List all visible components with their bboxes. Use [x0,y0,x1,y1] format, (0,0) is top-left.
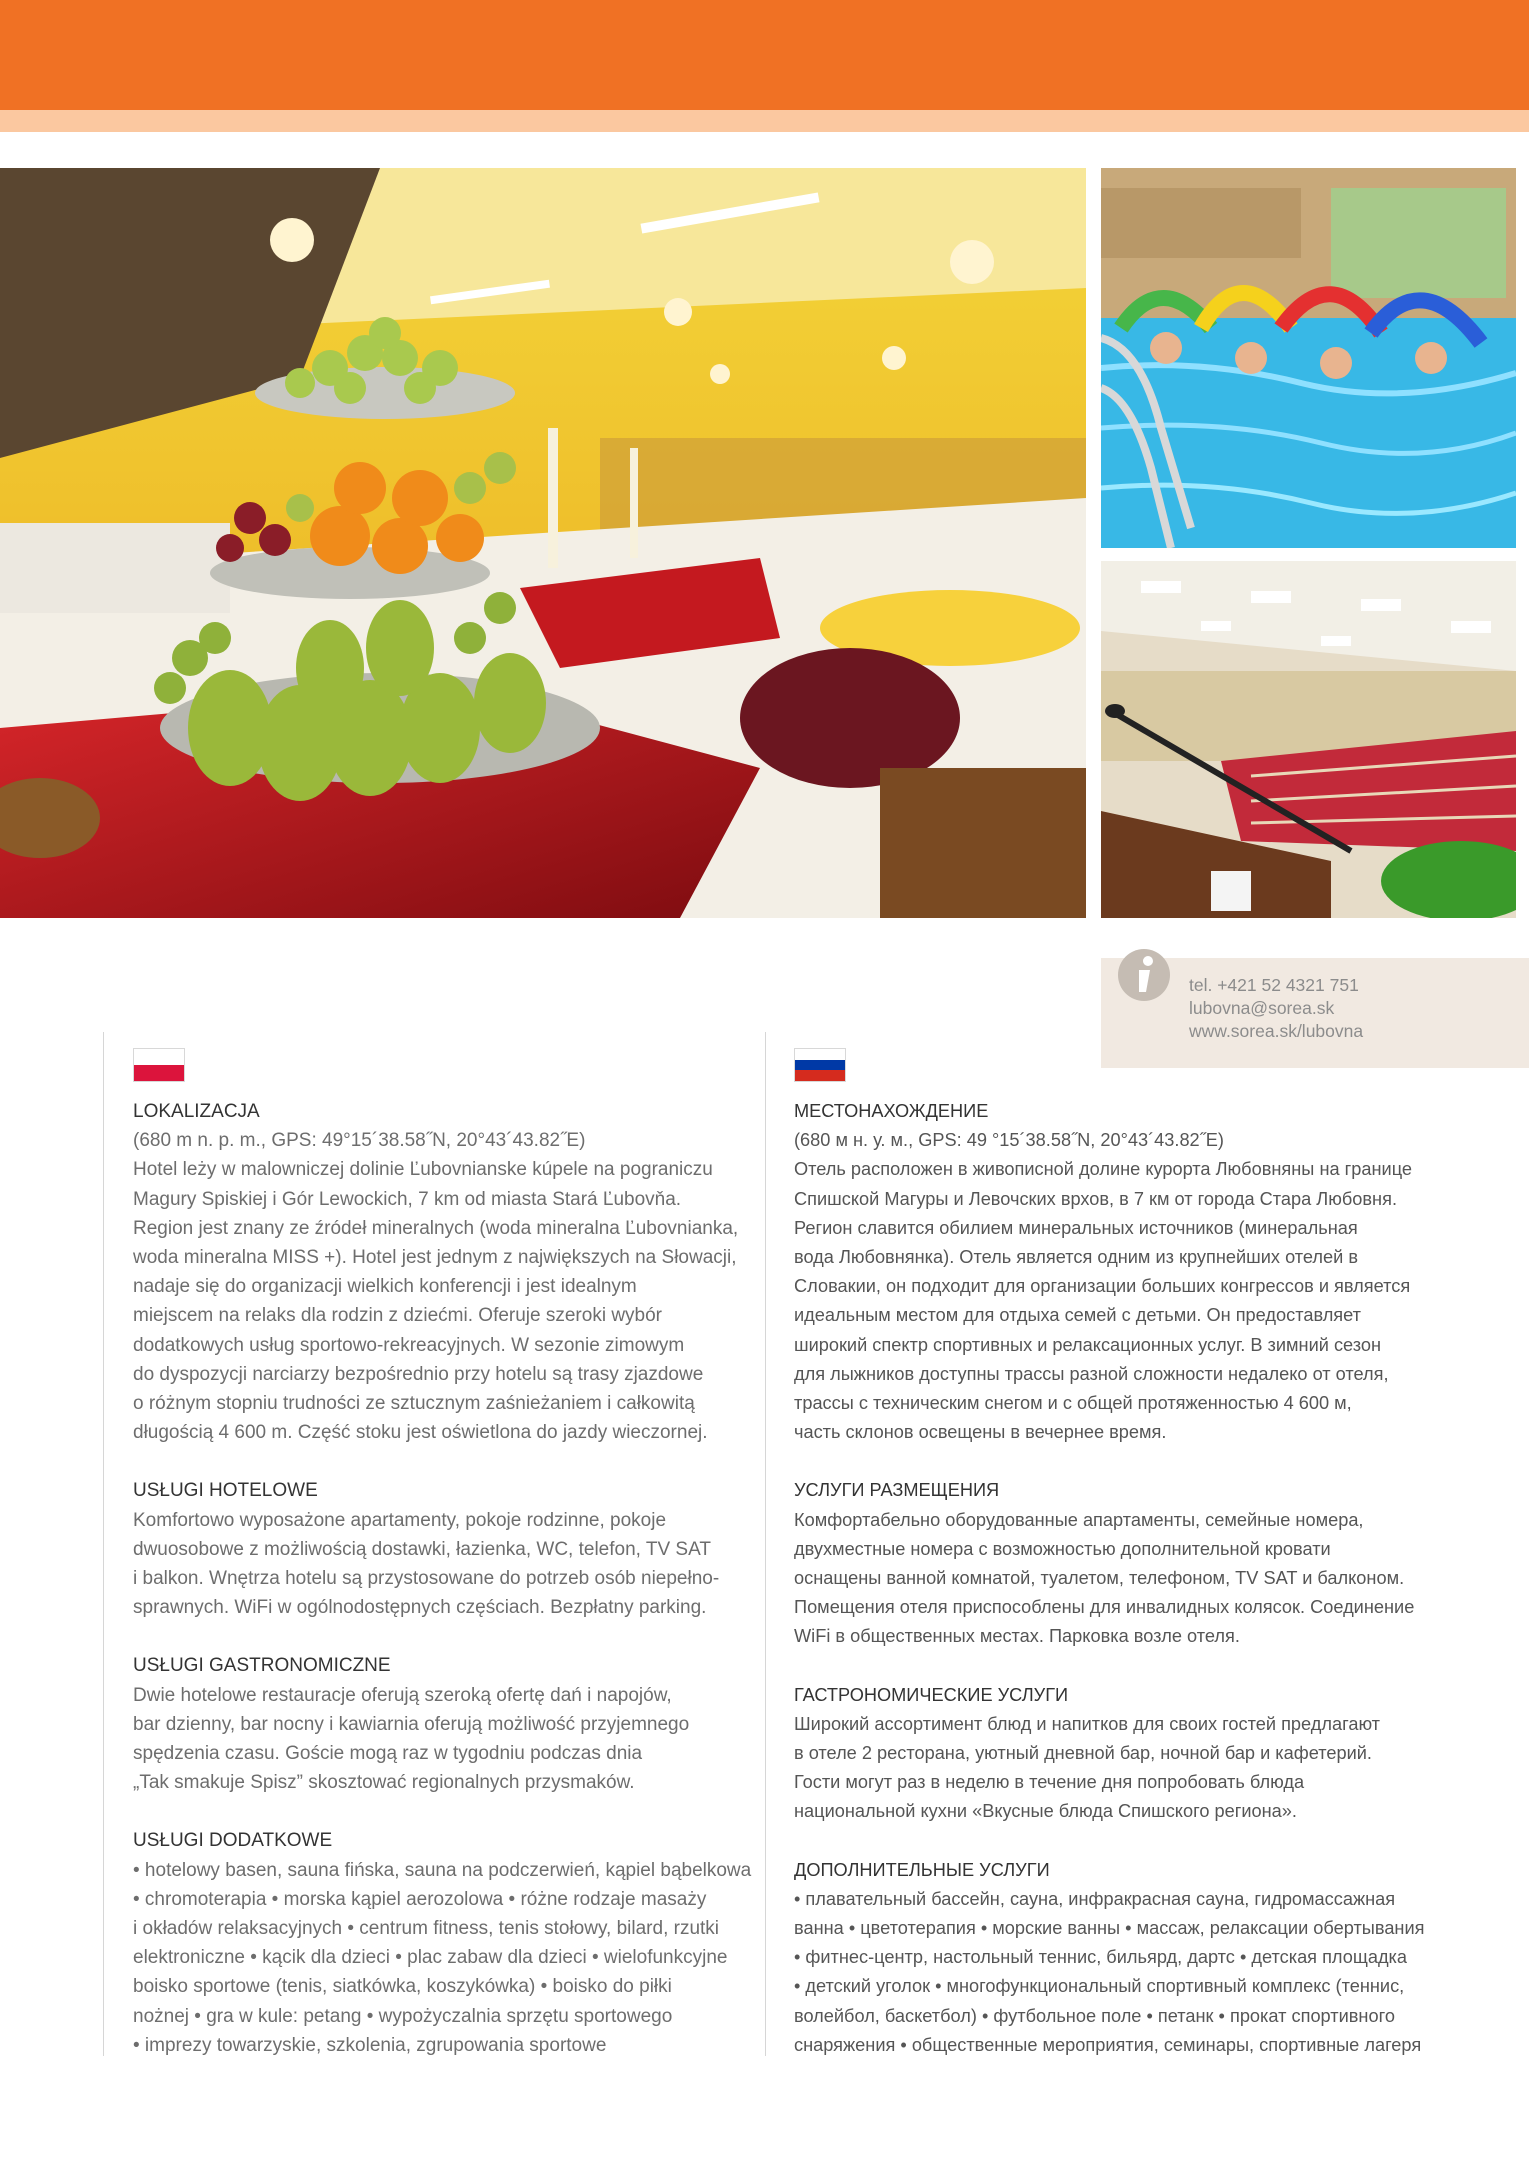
polish-text-line: do dyspozycji narciarzy bezpośrednio przy hotelu są trasy zjazdowe [133,1363,704,1385]
contact-phone[interactable]: tel. +421 52 4321 751 [1189,975,1359,995]
column-divider [765,1032,766,2056]
russian-flag-white [795,1049,845,1060]
russian-section-heading: УСЛУГИ РАЗМЕЩЕНИЯ [794,1480,1000,1501]
conference-hall-photo [1101,561,1516,918]
polish-text-line: sprawnych. WiFi w ogólnodostępnych częściach. Bezpłatny parking. [133,1597,707,1619]
contact-website[interactable]: www.sorea.sk/lubovna [1189,1021,1364,1041]
russian-section [794,1476,1415,1651]
polish-section-body [133,1506,743,1623]
polish-text-line: (680 m n. p. m., GPS: 49°15´38.58˝N, 20°43´43.82˝E) [133,1130,586,1152]
polish-flag-red [134,1065,184,1081]
polish-section-heading: LOKALIZACJA [133,1101,260,1122]
russian-section-body [794,1126,1413,1447]
swimming-pool-photo [1101,168,1516,548]
contact-email[interactable]: lubovna@sorea.sk [1189,998,1335,1018]
polish-text-line: „Tak smakuje Spisz” skosztować regionalnych przysmaków. [133,1772,635,1794]
russian-text-line: (680 м н. у. м., GPS: 49 °15´38.58˝N, 20°43´43.82˝E) [794,1130,1224,1151]
polish-text-line: dwuosobowe z możliwością dostawki, łazienka, WC, telefon, TV SAT [133,1538,711,1560]
russian-text-line: оснащены ванной комнатой, туалетом, телефоном, TV SAT и балконом. [794,1568,1405,1589]
polish-text-line: Dwie hotelowe restauracje oferują szeroką ofertę dań i napojów, [133,1684,672,1706]
russian-flag-red [795,1070,845,1081]
russian-section [794,1856,1425,2060]
polish-text-line: i balkon. Wnętrza hotelu są przystosowane do potrzeb osób niepełno- [133,1568,720,1590]
info-icon [1117,948,1171,1002]
russian-text-line: двухместные номера с возможностью дополнительной кровати [794,1538,1331,1559]
russian-text-line: трассы с техническим снегом и с общей протяженностью 4 600 м, [794,1393,1352,1414]
polish-text-line: miejscem na relaks dla rodzin z dziećmi. Oferuje szeroki wybór [133,1305,663,1327]
russian-text-line: Помещения отеля приспособлены для инвалидных колясок. Соединение [794,1597,1415,1618]
russian-flag [794,1048,846,1082]
polish-section [133,1651,743,1797]
polish-text-line: • hotelowy basen, sauna fińska, sauna na podczerwień, kąpiel bąbelkowa [133,1859,752,1881]
russian-section [794,1097,1413,1447]
russian-text-line: Регион славится обилием минеральных источников (минеральная [794,1217,1358,1238]
polish-text-line: długością 4 600 m. Część stoku jest oświetlona do jazdy wieczornej. [133,1422,708,1444]
russian-text-line: снаряжения • общественные мероприятия, семинары, спортивные лагеря [794,2034,1422,2055]
polish-flag [133,1048,185,1082]
russian-text-line: идеальным местом для отдыха семей с детьми. Он предоставляет [794,1305,1361,1326]
restaurant-buffet-photo [0,168,1086,918]
russian-section-body [794,1710,1404,1827]
polish-section-body [133,1856,752,2060]
header-stripe [0,110,1529,132]
polish-text-line: nożnej • gra w kule: petang • wypożyczalnia sprzętu sportowego [133,2005,673,2027]
russian-text-line: WiFi в общественных местах. Парковка возле отеля. [794,1626,1240,1647]
polish-section [133,1097,743,1447]
polish-text-line: bar dzienny, bar nocny i kawiarnia oferują możliwość przyjemnego [133,1713,690,1735]
polish-section [133,1476,743,1622]
polish-text-line: i okładów relaksacyjnych • centrum fitness, tenis stołowy, bilard, rzutki [133,1918,720,1940]
russian-text-line: волейбол, баскетбол) • футбольное поле • петанк • прокат спортивного [794,2005,1395,2026]
russian-text-line: • фитнес-центр, настольный теннис, бильярд, дартс • детская площадка [794,1947,1408,1968]
russian-text-line: вода Любовнянка). Отель является одним из крупнейших отелей в [794,1247,1359,1268]
polish-section-heading: USŁUGI HOTELOWE [133,1480,318,1502]
contact-info-box [1101,958,1529,1068]
russian-section-body [794,1885,1425,2060]
russian-text-line: Широкий ассортимент блюд и напитков для своих гостей предлагают [794,1713,1381,1734]
polish-text-line: Region jest znany ze źródeł mineralnych (woda mineralna Ľubovnianka, [133,1217,739,1239]
polish-text-line: boisko sportowe (tenis, siatkówka, koszykówka) • boisko do piłki [133,1976,672,1998]
russian-text-line: в отеле 2 ресторана, уютный дневной бар, ночной бар и кафетерий. [794,1743,1372,1764]
russian-text-line: Спишской Магуры и Левочских врхов, в 7 км от города Стара Любовня. [794,1188,1397,1209]
polish-section-heading: USŁUGI DODATKOWE [133,1830,333,1852]
russian-text-line: Комфортабельно оборудованные апартаменты, семейные номера, [794,1509,1364,1530]
polish-flag-white [134,1049,184,1065]
polish-text-line: nadaje się do organizacji wielkich konferencji i jest idealnym [133,1276,637,1298]
polish-text-line: spędzenia czasu. Goście mogą raz w tygodniu podczas dnia [133,1743,643,1765]
polish-column [133,1097,752,2089]
polish-text-line: o różnym stopniu trudności ze sztucznym zaśnieżaniem i całkowitą [133,1393,695,1415]
russian-text-line: Гости могут раз в неделю в течение дня попробовать блюда [794,1772,1305,1793]
polish-text-line: elektroniczne • kącik dla dzieci • plac zabaw dla dzieci • wielofunkcyjne [133,1947,728,1969]
polish-text-line: woda mineralna MISS +). Hotel jest jednym z największych na Słowacji, [133,1247,737,1269]
russian-text-line: Отель расположен в живописной долине курорта Любовняны на границе [794,1159,1413,1180]
russian-text-line: ванна • цветотерапия • морские ванны • массаж, релаксации обертывания [794,1918,1425,1939]
russian-text-line: • плавательный бассейн, сауна, инфракрасная сауна, гидромассажная [794,1888,1396,1909]
polish-text-line: Magury Spiskiej i Gór Lewockich, 7 km od miasta Stará Ľubovňa. [133,1188,682,1210]
russian-section-heading: ДОПОЛНИТЕЛЬНЫЕ УСЛУГИ [794,1859,1050,1880]
polish-text-line: Hotel leży w malowniczej dolinie Ľubovnianske kúpele na pograniczu [133,1159,713,1181]
russian-flag-blue [795,1060,845,1071]
polish-section [133,1826,752,2060]
russian-column [794,1097,1425,2089]
russian-text-line: часть склонов освещены в вечернее время. [794,1422,1167,1443]
russian-section-body [794,1506,1415,1652]
polish-section-heading: USŁUGI GASTRONOMICZNE [133,1655,391,1677]
polish-section-body [133,1681,743,1798]
russian-text-line: для лыжников доступны трассы разной сложности недалеко от отеля, [794,1363,1389,1384]
russian-section-heading: МЕСТОНАХОЖДЕНИЕ [794,1101,989,1121]
polish-text-line: • imprezy towarzyskie, szkolenia, zgrupowania sportowe [133,2034,607,2056]
russian-section-heading: ГАСТРОНОМИЧЕСКИЕ УСЛУГИ [794,1684,1069,1705]
polish-section-body [133,1126,743,1447]
russian-text-line: национальной кухни «Вкусные блюда Спишского региона». [794,1801,1297,1822]
header-band [0,0,1529,110]
polish-text-line: dodatkowych usług sportowo-rekreacyjnych. W sezonie zimowym [133,1334,685,1356]
polish-text-line: Komfortowo wyposażone apartamenty, pokoje rodzinne, pokoje [133,1509,667,1531]
left-margin-rule [103,1032,104,2056]
russian-text-line: • детский уголок • многофункциональный спортивный комплекс (теннис, [794,1976,1405,1997]
polish-text-line: • chromoterapia • morska kąpiel aerozolowa • różne rodzaje masaży [133,1888,707,1910]
russian-text-line: Словакии, он подходит для организации больших конгрессов и является [794,1276,1411,1297]
russian-text-line: широкий спектр спортивных и релаксационных услуг. В зимний сезон [794,1334,1382,1355]
russian-section [794,1681,1404,1827]
